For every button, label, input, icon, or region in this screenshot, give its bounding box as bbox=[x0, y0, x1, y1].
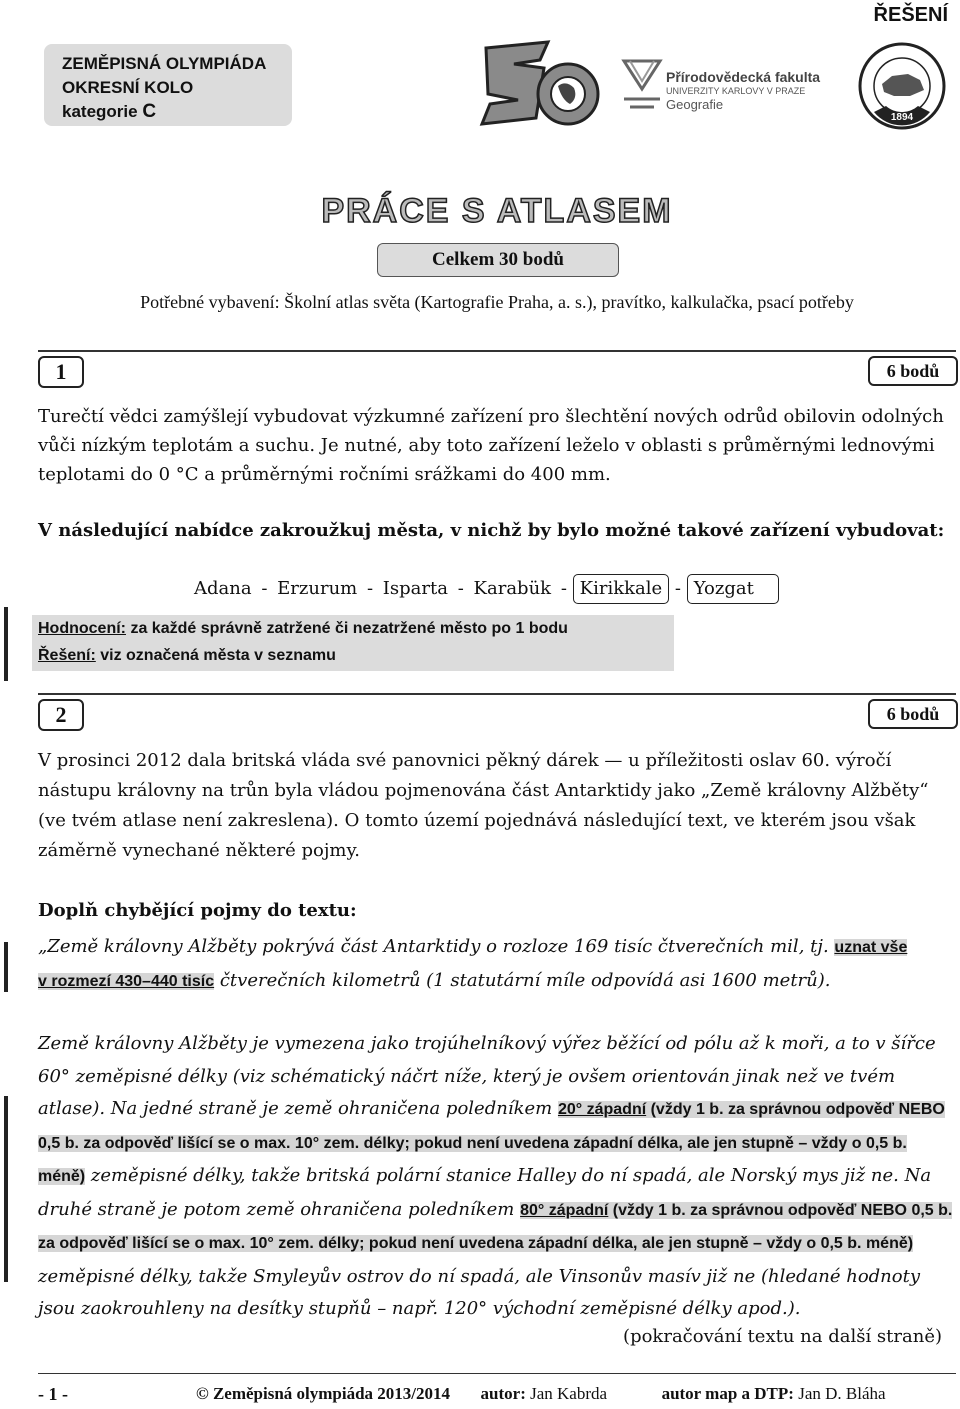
question-2-paragraph: Země královny Alžběty je vymezena jako trojúhelníkový výřez běžící od pólu až k moři, a to v šířce 60° zeměpisné délky (viz schématický náčrt níže, který je ovšem orientován jinak než ve tvém atlase). Na jedné straně je země ohraničena poledníkem 20° západní (vždy 1 b. za správnou odpověď NEBO 0,5 b. za odpověď lišící se o max. 10° zem. délky; pokud není uvedena západní délka, ale jen stupně – vždy o 0,5 b. méně) zeměpisné délky, takže britská polární stanice Halley do ní spadá, ale Norský mys již ne. Na druhé straně je potom země ohraničena poledníkem 80° západní (vždy 1 b. za správnou odpověď NEBO 0,5 b. za odpověď lišící se o max. 10° zem. délky; pokud není uvedena západní délka, ale jen stupně – vždy o 0,5 b. méně) zeměpisné délky, takže Smyleyův ostrov do ní spadá, ale Vinsonův masív již ne (hledané hodnoty jsou zaokrouhleny na desítky stupňů – např. 120° východní zeměpisné délky apod.). bbox=[38, 1033, 953, 1319]
margin-bar bbox=[4, 1096, 8, 1282]
category-word: kategorie bbox=[62, 102, 138, 121]
task-2-intro: V prosinci 2012 dala britská vláda své panovnici pěkný dárek — u příležitosti oslav 60. výročí nástupu královny na trůn byla vládou pojmenována část Antarktidy jako „Země královny Alžběty“ (ve tvém atlase není zakreslena). O tomto území pojednává následující text, ve kterém jsou však záměrně vynechané některé pojmy. bbox=[38, 750, 929, 861]
question-1: „Země královny Alžběty pokrývá část Antarktidy o rozloze 169 tisíc čtverečních mil, tj. uznat vše v rozmezí 430–440 tisíc čtverečních kilometrů (1 statutární míle odpovídá asi 1600 metrů). bbox=[38, 936, 908, 991]
faculty-name: Přírodovědecká fakulta bbox=[666, 69, 821, 85]
divider bbox=[38, 693, 956, 695]
city-option[interactable]: Adana bbox=[194, 578, 252, 599]
task-1-text: Turečtí vědci zamýšlejí vybudovat výzkumné zařízení pro šlechtění nových odrůd obilovin odolných vůči nízkým teplotám a suchu. Je nutné, aby toto zařízení leželo v oblasti s průměrnými lednovými teplotami do 0 °C a průměrnými ročními srážkami do 400 mm. bbox=[38, 406, 944, 485]
city-option-selected[interactable]: Kirikkale bbox=[573, 574, 670, 604]
margin-bar bbox=[4, 607, 8, 681]
faculty-dept: Geografie bbox=[666, 97, 724, 112]
faculty-university: UNIVERZITY KARLOVY V PRAZE bbox=[666, 86, 806, 96]
task-2-points: 6 bodů bbox=[868, 699, 958, 729]
footer-credits: © Zeměpisná olympiáda 2013/2014 autor: Jan Kabrda autor map a DTP: Jan D. Bláha bbox=[196, 1384, 886, 1403]
answer-field[interactable]: 80° západní (vždy 1 b. za správnou odpověď NEBO 0,5 b. za odpověď lišící se o max. 10° zem. délky; pokud není uvedena západní délka, ale jen stupně – vždy o 0,5 b. méně) bbox=[38, 1201, 953, 1252]
faculty-emblem-icon bbox=[620, 55, 664, 113]
zo-logo-text: ZO bbox=[543, 130, 545, 131]
olympiad-info-box bbox=[44, 44, 292, 126]
city-option[interactable]: Erzurum bbox=[277, 578, 358, 599]
task-1-instruction: V následující nabídce zakroužkuj města, v nichž by bylo možné takové zařízení vybudovat: bbox=[38, 520, 945, 541]
city-option[interactable]: Karabük bbox=[473, 578, 552, 599]
page-number: - 1 - bbox=[38, 1384, 68, 1404]
equipment-line: Potřebné vybavení: Školní atlas světa (Kartografie Praha, a. s.), pravítko, kalkulačka, psací potřeby bbox=[140, 292, 854, 312]
margin-bar bbox=[4, 942, 8, 992]
society-year: 1894 bbox=[890, 112, 914, 123]
task-2-instruction: Doplň chybějící pojmy do textu: bbox=[38, 900, 357, 921]
continuation-note: (pokračování textu na další straně) bbox=[623, 1326, 942, 1347]
faculty-logo bbox=[620, 55, 846, 117]
task-1-points: 6 bodů bbox=[868, 356, 958, 386]
answer-field[interactable]: v rozmezí 430–440 tisíc bbox=[38, 973, 215, 990]
olympiad-name: ZEMĚPISNÁ OLYMPIÁDA bbox=[62, 54, 267, 73]
city-option-selected[interactable]: Yozgat bbox=[687, 574, 779, 604]
total-points-box: Celkem 30 bodů bbox=[377, 243, 619, 277]
round-name: OKRESNÍ KOLO bbox=[62, 78, 194, 97]
city-option[interactable]: Isparta bbox=[382, 578, 448, 599]
task-2-number: 2 bbox=[38, 699, 84, 731]
zo-logo bbox=[478, 38, 608, 132]
page-title: PRÁCE S ATLASEM bbox=[321, 192, 673, 230]
society-seal bbox=[858, 42, 946, 130]
answer-field[interactable]: 20° západní (vždy 1 b. za správnou odpověď NEBO 0,5 b. za odpověď lišící se o max. 10° zem. délky; pokud není uvedena západní délka, ale jen stupně – vždy o 0,5 b. méně) bbox=[38, 1101, 945, 1185]
category-letter: C bbox=[142, 101, 157, 122]
solution-tag: ŘEŠENÍ bbox=[873, 4, 948, 26]
divider bbox=[38, 350, 956, 352]
answer-field[interactable]: uznat vše bbox=[834, 939, 908, 956]
task-1-number: 1 bbox=[38, 356, 84, 388]
city-options: Adana - Erzurum - Isparta - Karabük - Kirikkale - Yozgat bbox=[190, 574, 779, 604]
footer-divider bbox=[38, 1373, 956, 1374]
evaluation-box: Hodnocení: za každé správně zatržené či nezatržené město po 1 bodu Řešení: viz označená města v seznamu bbox=[32, 615, 674, 671]
